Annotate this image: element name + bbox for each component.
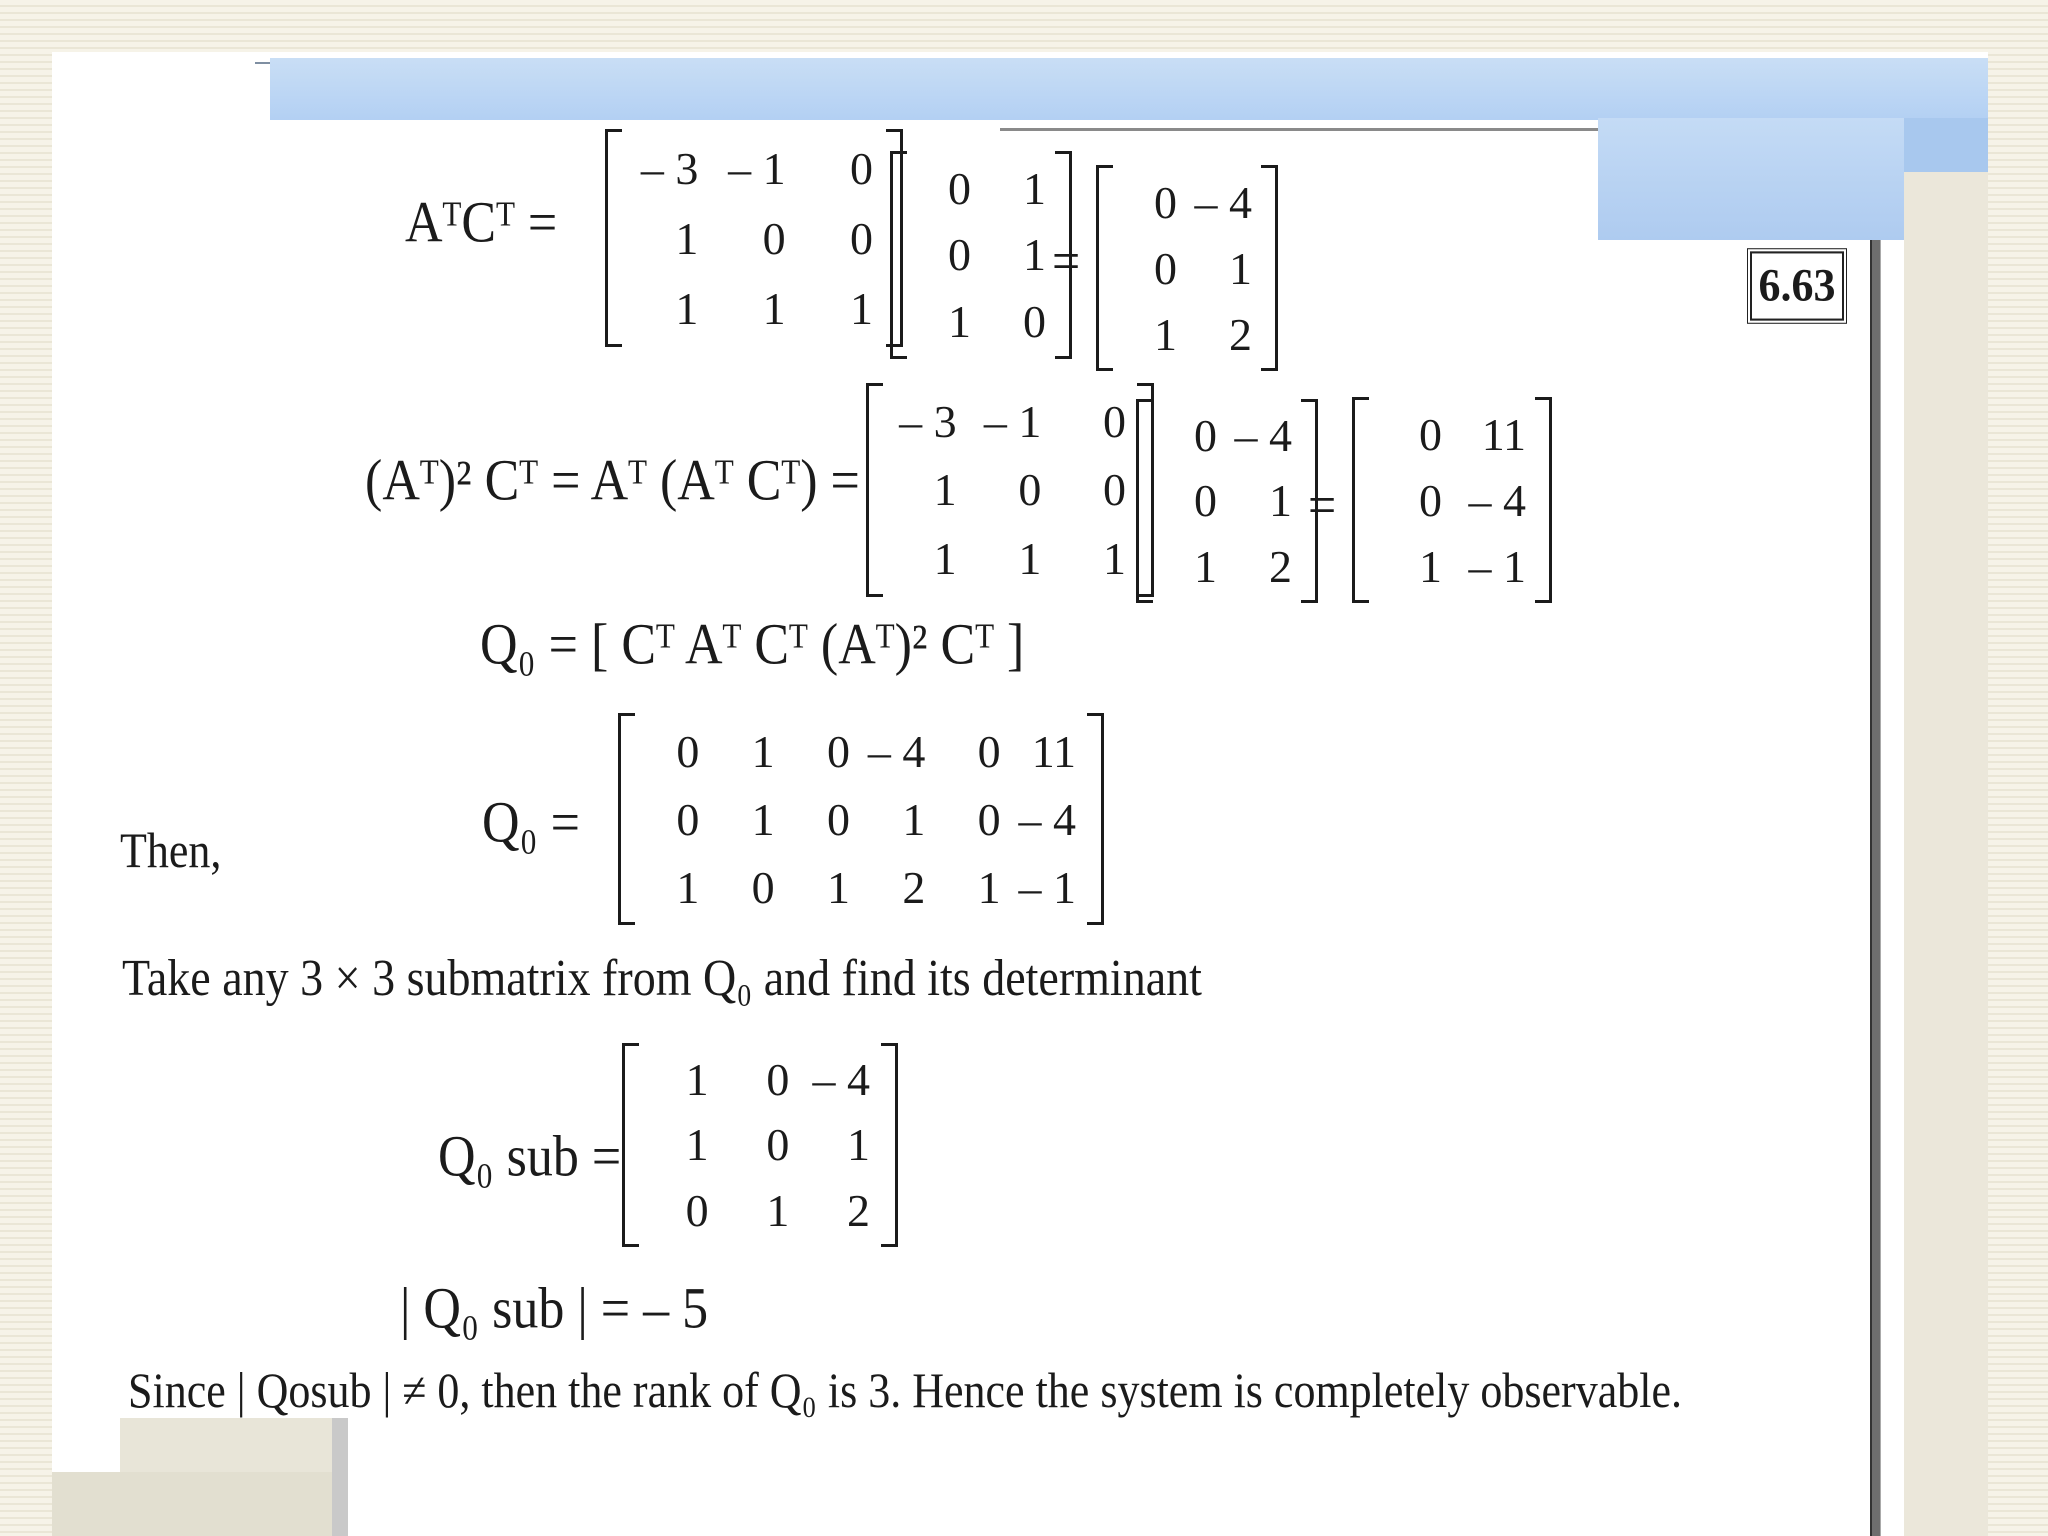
matrix-cell: 1 <box>1194 540 1217 592</box>
matrix-cell: 2 <box>846 1184 870 1236</box>
right-margin <box>1904 172 1988 1536</box>
corner-bar <box>332 1418 348 1536</box>
matrix-cell: 1 <box>1419 540 1442 592</box>
matrix-cell: 1 <box>846 1119 870 1171</box>
determinant-result: | Q₀ sub | = – 5 <box>400 1277 709 1341</box>
matrix-cell: 0 <box>948 229 971 281</box>
q0-matrix <box>618 714 1104 924</box>
matrix-cell: 1 <box>751 793 775 845</box>
conclusion-text: Since | Qosub | ≠ 0, then the rank of Q₀ is 3. Hence the system is completely observable. <box>128 1363 1682 1418</box>
matrix-cell: 0 <box>676 725 700 777</box>
matrix-cell: 0 <box>1419 474 1442 526</box>
matrix-cell: – 4 <box>867 725 926 777</box>
matrix-cell: 1 <box>1023 229 1046 281</box>
matrix-cell: 1 <box>977 861 1001 913</box>
eq2-lhs: (Aᵀ)² Cᵀ = Aᵀ (Aᵀ Cᵀ) = <box>365 449 860 513</box>
title-band <box>270 58 1988 120</box>
matrix-cell: 0 <box>1154 242 1177 294</box>
matrix-cell: 0 <box>766 1054 790 1106</box>
eq3: Q₀ = [ Cᵀ Aᵀ Cᵀ (Aᵀ)² Cᵀ ] <box>480 613 1025 677</box>
matrix-cell: – 4 <box>1234 410 1292 462</box>
scan-rule <box>1000 128 1598 131</box>
page-edge <box>1870 240 1881 1536</box>
matrix-cell: 0 <box>1102 395 1126 447</box>
matrix-cell: 1 <box>751 725 775 777</box>
matrix-cell: 0 <box>766 1119 790 1171</box>
matrix-cell: – 3 <box>640 142 699 194</box>
corner-block-lower <box>52 1472 332 1536</box>
matrix-cell: 0 <box>850 142 873 194</box>
page-number: 6.63 <box>1750 251 1844 320</box>
matrix-cell: 2 <box>902 861 926 913</box>
matrix-cell: 1 <box>675 212 699 264</box>
matrix-cell: – 1 <box>1018 861 1076 913</box>
matrix-cell: 0 <box>1419 408 1442 460</box>
matrix-cell: 0 <box>948 162 971 214</box>
matrix-cell: 1 <box>1023 162 1046 214</box>
matrix-cell: 1 <box>762 282 786 334</box>
matrix-cell: 0 <box>1194 410 1217 462</box>
matrix-cell: 0 <box>762 212 786 264</box>
matrix-cell: 1 <box>1018 533 1042 585</box>
matrix-cell: 1 <box>933 464 957 516</box>
matrix-cell: 0 <box>1102 464 1126 516</box>
matrix-cell: 0 <box>685 1184 709 1236</box>
matrix-cell: – 4 <box>1018 793 1076 845</box>
matrix-cell: 1 <box>676 861 700 913</box>
q0-sub-matrix <box>622 1044 898 1246</box>
matrix-cell: 1 <box>933 533 957 585</box>
matrix-cell: 0 <box>1018 464 1042 516</box>
eq1-matrix-2 <box>890 152 1072 358</box>
matrix-cell: – 1 <box>983 395 1042 447</box>
matrix-cell: 1 <box>1269 475 1292 527</box>
matrix-cell: 11 <box>1031 725 1076 777</box>
matrix-cell: 1 <box>766 1184 790 1236</box>
matrix-cell: 1 <box>675 282 699 334</box>
eq2-matrix-3 <box>1352 398 1552 602</box>
corner-block <box>120 1418 348 1478</box>
instruction-text: Take any 3 × 3 submatrix from Q₀ and find its determinant <box>122 949 1202 1007</box>
eq1-lhs: AᵀCᵀ = <box>405 191 558 255</box>
matrix-cell: 2 <box>1269 540 1292 592</box>
matrix-cell: – 4 <box>1468 474 1526 526</box>
eq2-matrix-1 <box>866 384 1154 596</box>
matrix-cell: 1 <box>685 1054 709 1106</box>
eq2-equals: = <box>1308 473 1337 536</box>
matrix-cell: 1 <box>685 1119 709 1171</box>
matrix-cell: 1 <box>948 296 971 348</box>
matrix-cell: – 4 <box>812 1054 870 1106</box>
eq2-matrix-2 <box>1136 400 1318 602</box>
matrix-cell: 1 <box>827 861 850 913</box>
then-label: Then, <box>120 823 222 878</box>
title-band-corner <box>1904 118 1988 172</box>
matrix-cell: 0 <box>977 793 1001 845</box>
matrix-cell: 0 <box>977 725 1001 777</box>
matrix-cell: 0 <box>827 793 850 845</box>
eq1-matrix-1 <box>605 130 903 346</box>
eq4-lhs: Q₀ = <box>482 791 581 855</box>
matrix-cell: 1 <box>1229 242 1252 294</box>
matrix-cell: 0 <box>1194 475 1217 527</box>
eq1-matrix-3 <box>1096 166 1278 370</box>
matrix-cell: 0 <box>850 212 873 264</box>
matrix-cell: 0 <box>1154 176 1177 228</box>
matrix-cell: 1 <box>1154 308 1177 360</box>
matrix-cell: 0 <box>676 793 700 845</box>
matrix-cell: 11 <box>1481 408 1526 460</box>
matrix-cell: – 1 <box>1468 540 1526 592</box>
matrix-cell: 0 <box>827 725 850 777</box>
matrix-cell: 2 <box>1229 308 1252 360</box>
matrix-cell: 1 <box>902 793 926 845</box>
eq5-lhs: Q₀ sub = <box>438 1125 622 1189</box>
matrix-cell: 0 <box>751 861 775 913</box>
matrix-cell: – 1 <box>728 142 786 194</box>
matrix-cell: 1 <box>1102 533 1126 585</box>
matrix-cell: 1 <box>850 282 873 334</box>
matrix-cell: – 4 <box>1194 176 1252 228</box>
eq1-equals: = <box>1052 229 1081 292</box>
matrix-cell: 0 <box>1023 296 1046 348</box>
matrix-cell: – 3 <box>899 395 957 447</box>
